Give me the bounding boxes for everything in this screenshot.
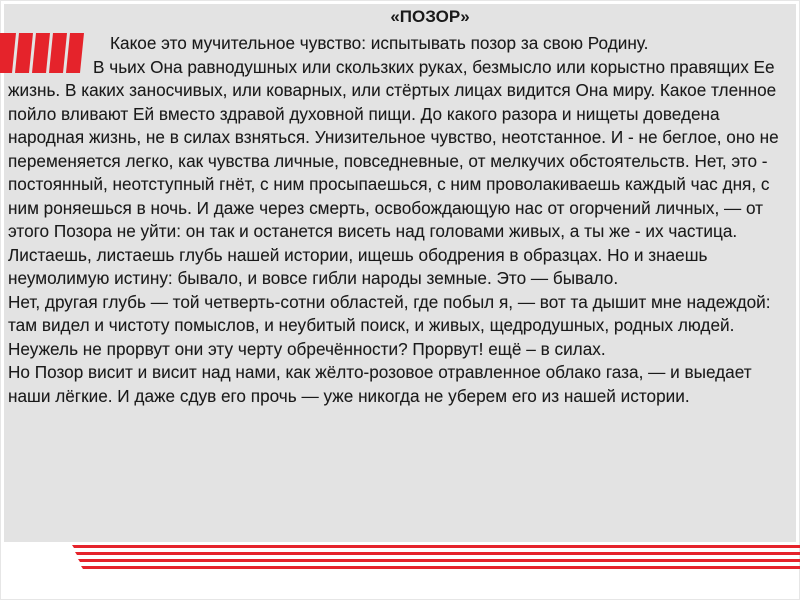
bottom-stripe-3 (78, 559, 800, 562)
page-title: «ПОЗОР» (390, 7, 470, 26)
bottom-red-stripes-decoration (72, 545, 800, 569)
bottom-stripe-1 (72, 545, 800, 548)
document-body (8, 32, 796, 408)
bottom-stripe-4 (81, 566, 800, 569)
paragraph-4: Нет, другая глубь — той четверть-сотни областей, где побыл я, — вот та дышит мне надеждой: там видел и чистоту помыслов, и неубитый поиск, и живых, щедродушных, родных людей. Неужель не прорвут они эту черту обречённости? Прорвут! ещё – в силах. (8, 291, 771, 359)
paragraph-1: Какое это мучительное чувство: испытывать позор за свою Родину. (110, 33, 649, 53)
paragraph-5: Но Позор висит и висит над нами, как жёлто-розовое отравленное облако газа, — и выедает наши лёгкие. И даже сдув его прочь — уже никогда не уберем его из нашей истории. (8, 362, 752, 406)
paragraph-3: Листаешь, листаешь глубь нашей истории, ищешь ободрения в образцах. Но и знаешь неумолимую истину: бывало, и вовсе гибли народы земные. Это — бывало. (8, 244, 708, 288)
bottom-stripe-2 (75, 552, 800, 555)
paragraph-2: В чьих Она равнодушных или скользких руках, безмысло или корыстно правящих Ее жизнь. В каких заносчивых, или коварных, или стёртых лицах видится Она миру. Какое тленное пойло вливают Ей вместо здравой духовной пищи. До какого разора и нищеты доведена народная жизнь, не в силах взняться. Унизительное чувство, неотстанное. И - не беглое, оно не переменяется легко, как чувства личные, повседневные, от мелкучих обстоятельств. Нет, это - постоянный, неотступный гнёт, с ним просыпаешься, с ним проволакиваешь каждый час дня, с ним роняешься в ночь. И даже через смерть, освобождающую нас от огорчений личных, — от этого Позора не уйти: он так и останется висеть над головами живых, а ты же - их частица. (8, 56, 779, 241)
